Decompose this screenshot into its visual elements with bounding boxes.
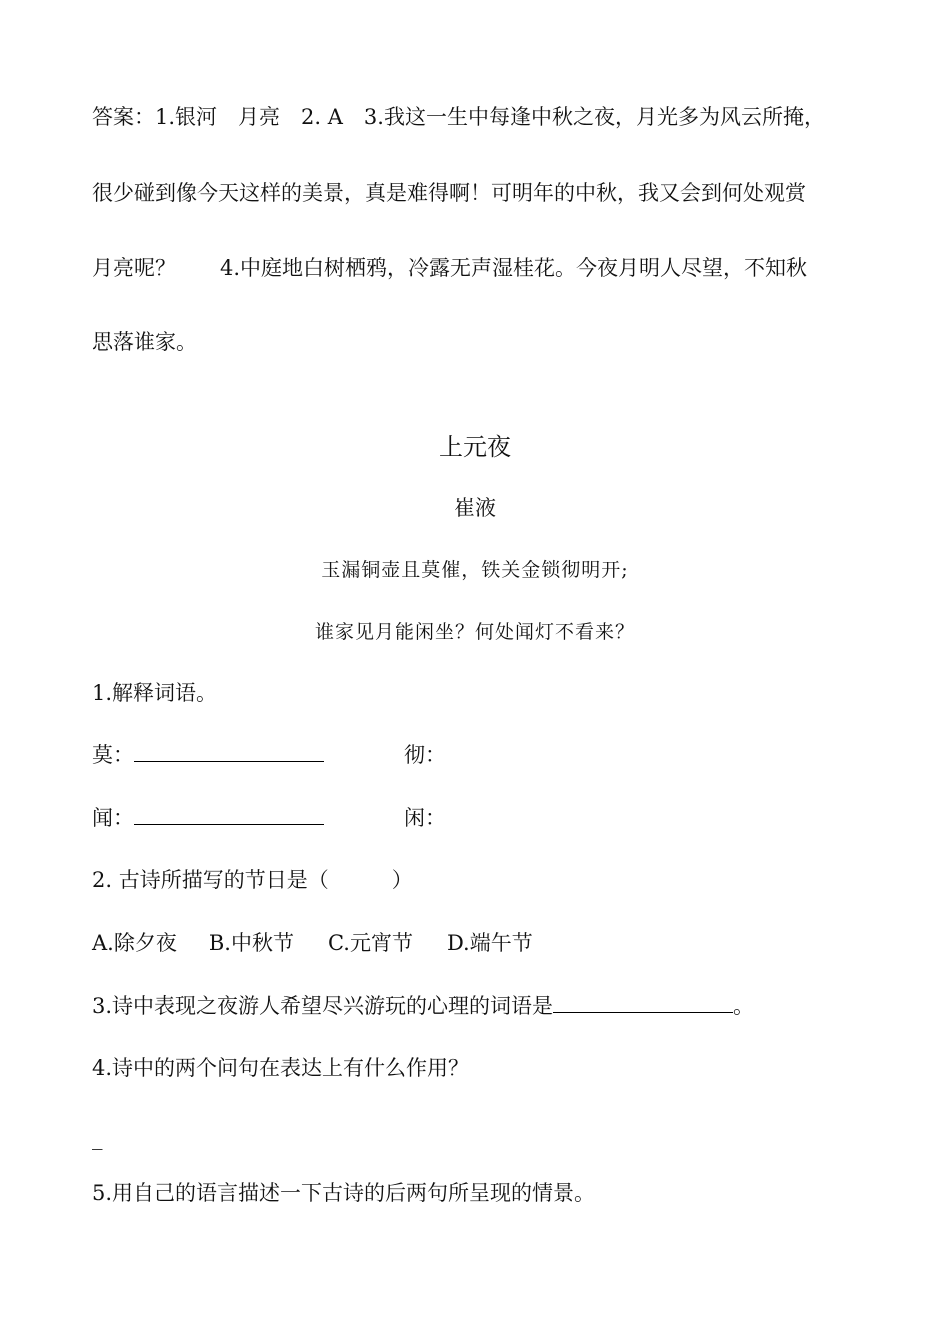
q1-row-2 xyxy=(92,804,446,832)
question-3 xyxy=(92,992,754,1020)
q1-wen-blank[interactable] xyxy=(134,804,324,825)
question-5: 5.用自己的语言描述一下古诗的后两句所呈现的情景。 xyxy=(92,1181,596,1205)
q2-options xyxy=(92,929,533,957)
answer-line-3 xyxy=(92,254,807,282)
q1-row-1 xyxy=(92,741,446,769)
question-4: 4.诗中的两个问句在表达上有什么作用？ xyxy=(92,1056,470,1080)
answer-line-1 xyxy=(92,103,825,131)
q2-option-c: C.元宵节 xyxy=(327,931,413,955)
answer-label: 答案： xyxy=(92,105,155,129)
q1-mo-blank[interactable] xyxy=(134,741,324,762)
answer-line-2: 很少碰到像今天这样的美景，真是难得啊！可明年的中秋，我又会到何处观赏 xyxy=(92,181,806,205)
q1-mo-label: 莫： xyxy=(92,743,134,767)
question-2: 2. 古诗所描写的节日是（ ） xyxy=(92,868,413,892)
q1-wen-label: 闻： xyxy=(92,806,134,830)
poem-author: 崔液 xyxy=(454,496,496,520)
answer-text-3a: 月亮呢？ xyxy=(92,256,176,280)
answer-text-1: 1.银河 月亮 2. A 3.我这一生中每逢中秋之夜，月光多为风云所掩， xyxy=(155,105,825,129)
q3-blank[interactable] xyxy=(553,992,733,1013)
answer-text-3b: 4.中庭地白树栖鸦，冷露无声湿桂花。今夜月明人尽望，不知秋 xyxy=(220,256,808,280)
q1-xian-label: 闲： xyxy=(404,806,446,830)
q1-che-label: 彻： xyxy=(404,743,446,767)
question-1: 1.解释词语。 xyxy=(92,681,218,705)
answer-line-4: 思落谁家。 xyxy=(92,330,197,354)
q3-text: 3.诗中表现之夜游人希望尽兴游玩的心理的词语是 xyxy=(92,994,554,1018)
q2-option-a: A.除夕夜 xyxy=(92,931,177,955)
q3-suffix: 。 xyxy=(733,994,755,1018)
q2-option-b: B.中秋节 xyxy=(208,931,294,955)
q2-option-d: D.端午节 xyxy=(446,931,533,955)
poem-title: 上元夜 xyxy=(439,433,511,461)
poem-line-1: 玉漏铜壶且莫催，铁关金锁彻明开; xyxy=(321,559,629,581)
q4-answer-mark[interactable]: _ xyxy=(92,1126,103,1150)
poem-line-2: 谁家见月能闲坐？何处闻灯不看来？ xyxy=(314,621,635,643)
